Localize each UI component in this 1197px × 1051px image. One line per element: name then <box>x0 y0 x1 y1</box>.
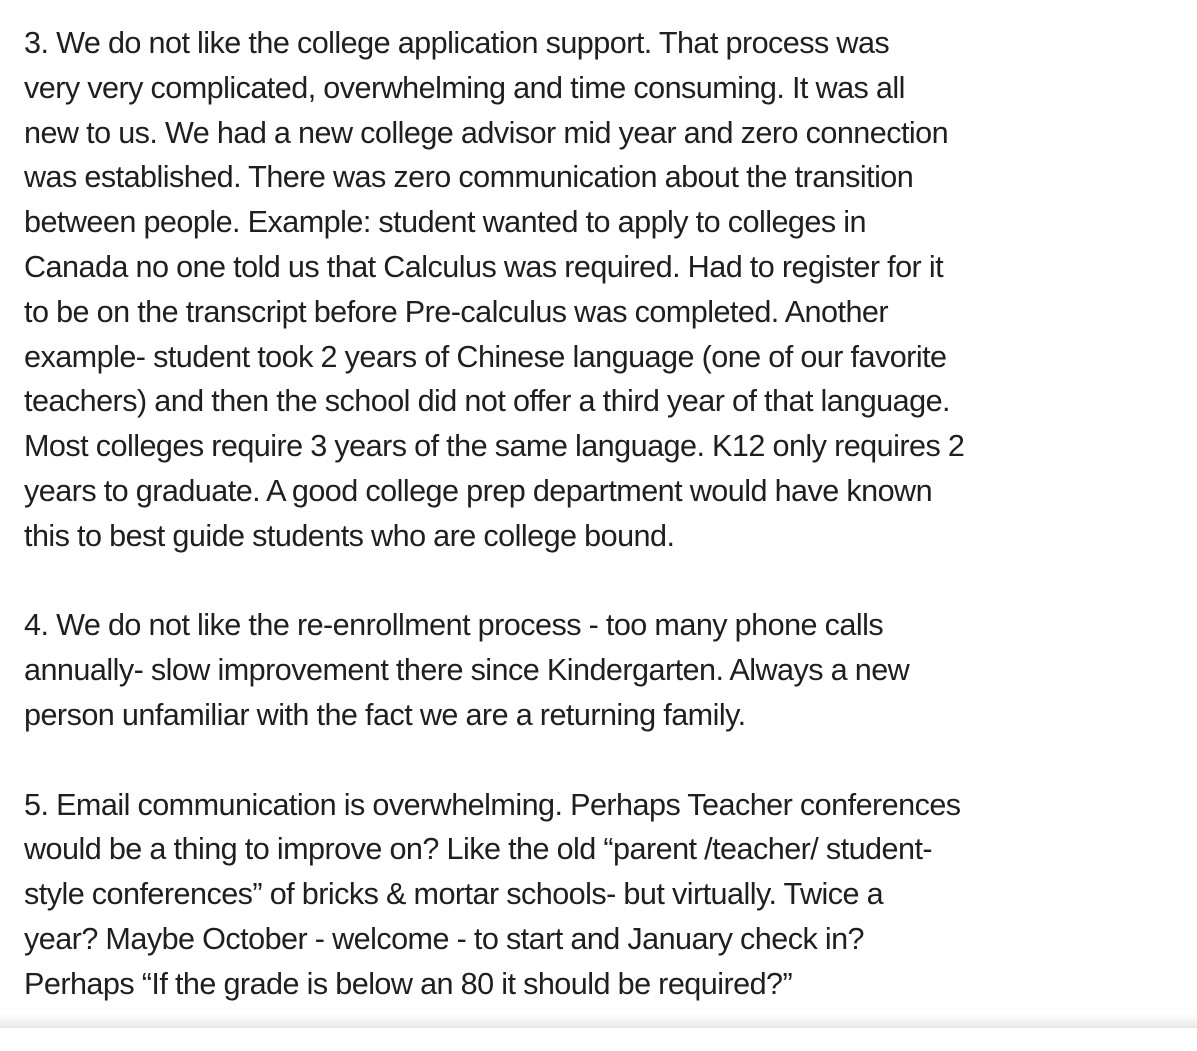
text-line: new to us. We had a new college advisor mid year and zero connection <box>24 115 949 150</box>
text-line: teachers) and then the school did not offer a third year of that language. <box>24 384 950 419</box>
text-line: Most colleges require 3 years of the same language. K12 only requires 2 <box>24 429 965 464</box>
text-line: 3. We do not like the college application support. That process was <box>24 26 890 60</box>
text-line: Perhaps “If the grade is below an 80 it should be required?” <box>24 966 793 1001</box>
text-line: years to graduate. A good college prep department would have known <box>24 473 933 508</box>
text-line: would be a thing to improve on? Like the old “parent /teacher/ student- <box>24 832 933 867</box>
text-line: was established. There was zero communication about the transition <box>24 160 914 195</box>
text-line: Canada no one told us that Calculus was required. Had to register for it <box>24 249 944 284</box>
text-line: this to best guide students who are college bound. <box>24 518 675 553</box>
text-line: between people. Example: student wanted to apply to colleges in <box>24 205 866 240</box>
text-line: year? Maybe October - welcome - to start and January check in? <box>24 921 865 956</box>
text-line: very very complicated, overwhelming and time consuming. It was all <box>24 70 905 105</box>
feedback-document <box>24 21 1094 1051</box>
text-line: 4. We do not like the re-enrollment process - too many phone calls <box>24 608 884 643</box>
text-line: style conferences” of bricks & mortar schools- but virtually. Twice a <box>24 877 884 912</box>
paragraph-re-enrollment <box>24 603 1094 737</box>
bottom-edge-shade <box>0 1014 1197 1028</box>
text-line: to be on the transcript before Pre-calculus was completed. Another <box>24 294 889 329</box>
text-line: example- student took 2 years of Chinese language (one of our favorite <box>24 339 947 374</box>
text-line: person unfamiliar with the fact we are a returning family. <box>24 697 746 732</box>
paragraph-college-application <box>24 21 1094 559</box>
text-line: annually- slow improvement there since Kindergarten. Always a new <box>24 653 910 688</box>
paragraph-email-communication <box>24 783 1094 1007</box>
text-line: 5. Email communication is overwhelming. Perhaps Teacher conferences <box>24 787 961 822</box>
